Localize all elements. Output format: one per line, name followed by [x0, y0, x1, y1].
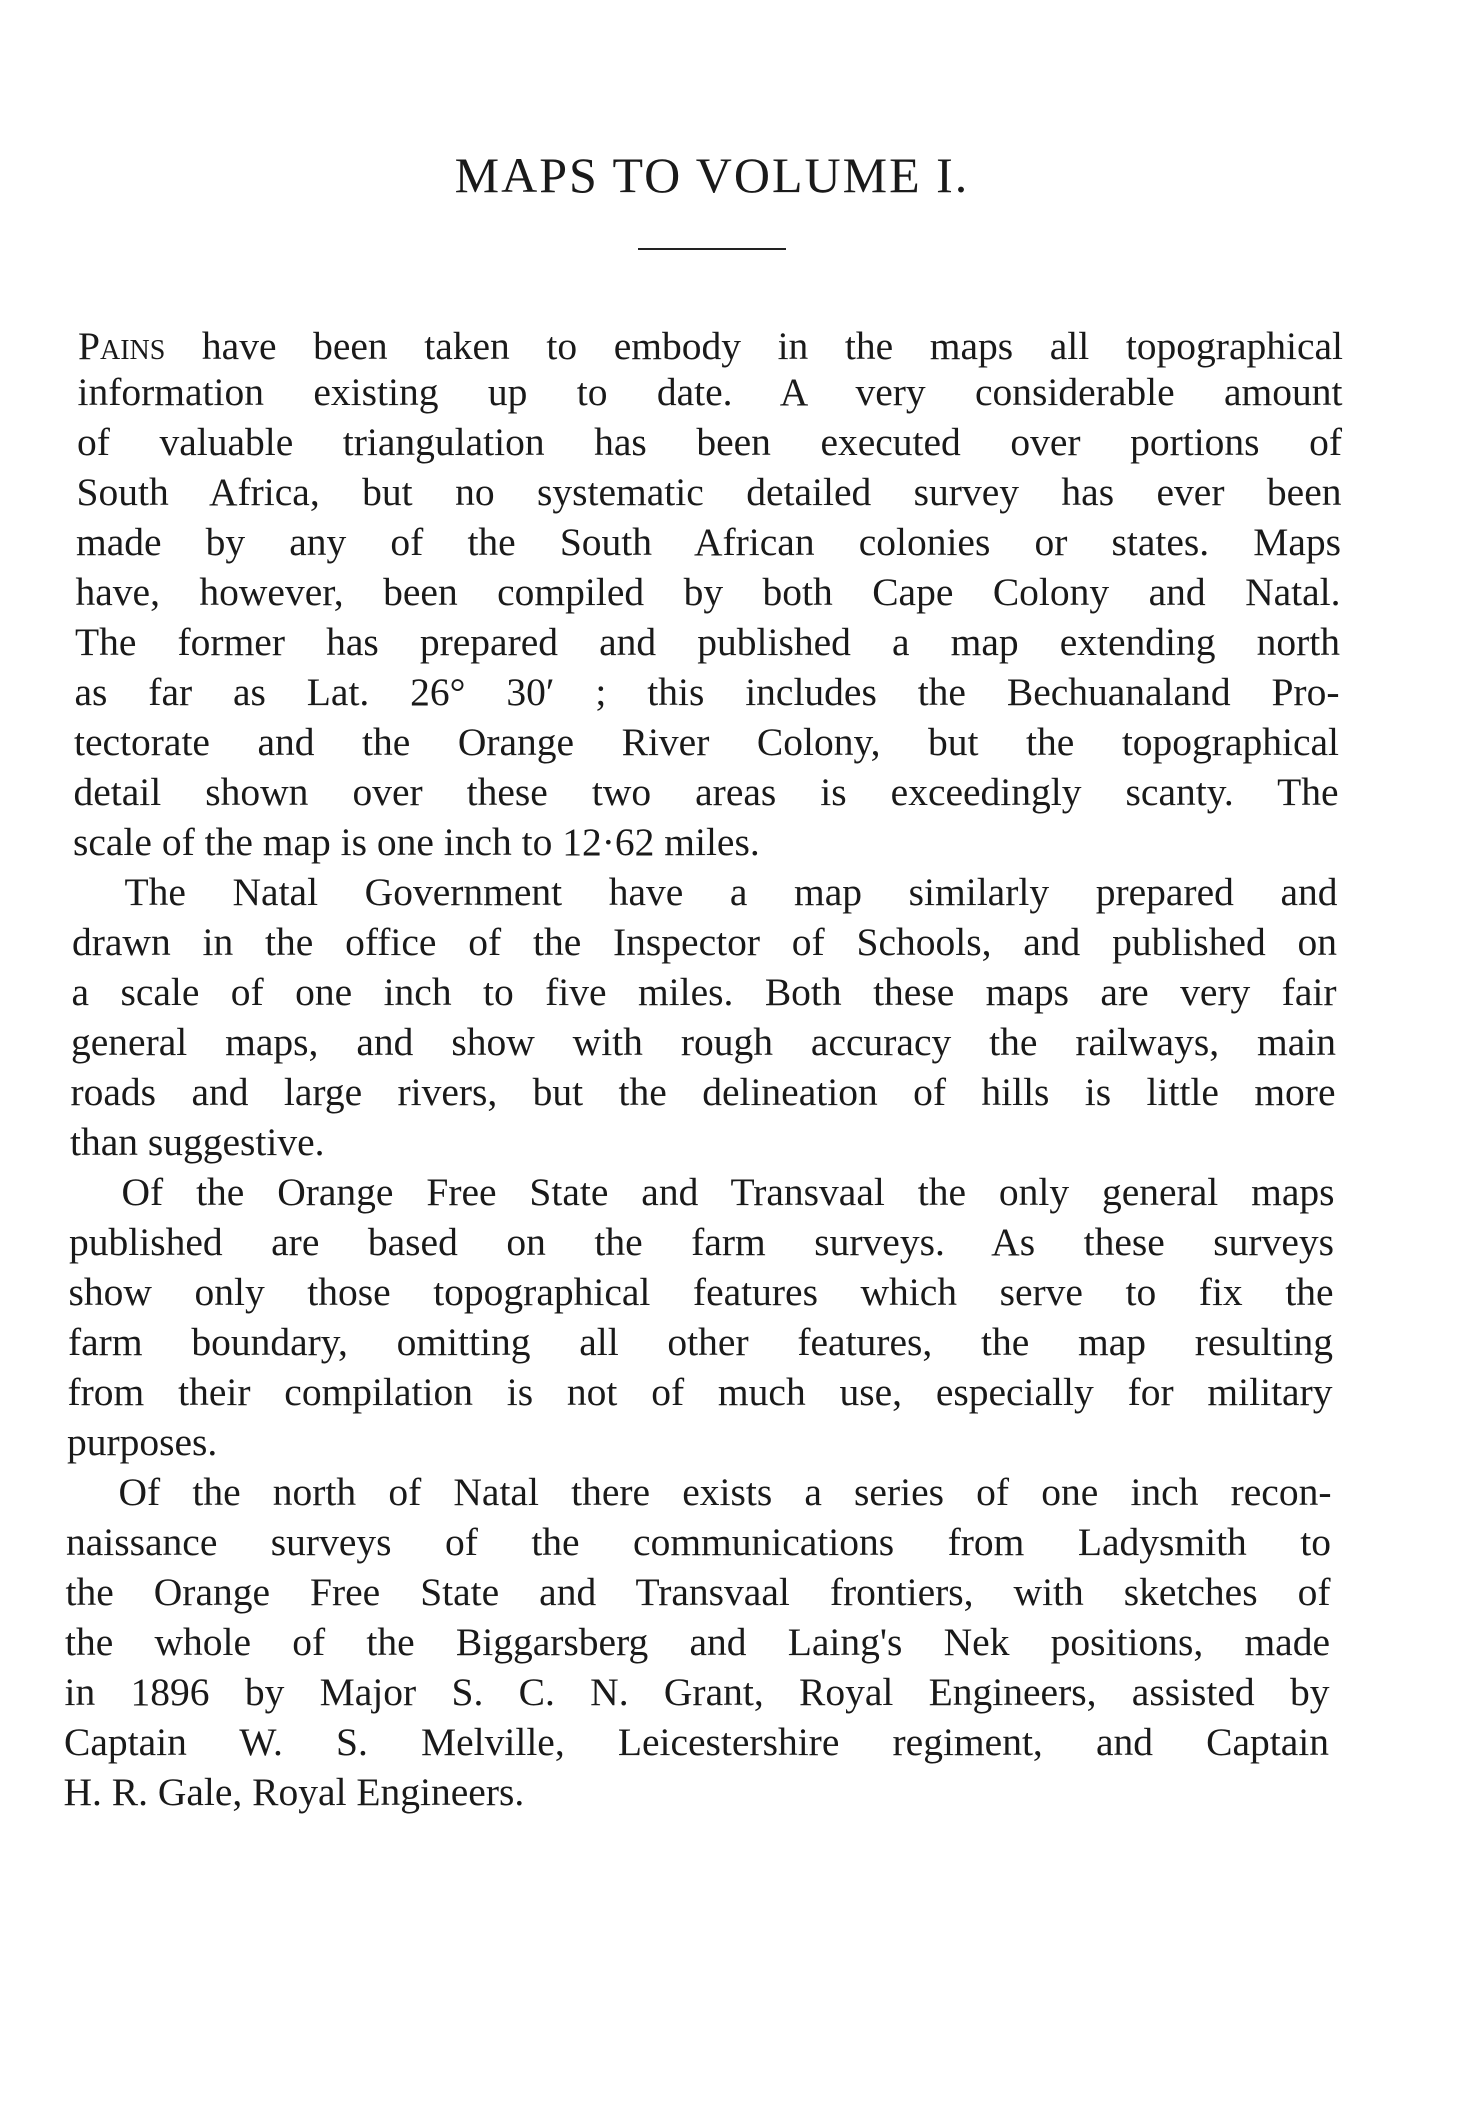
line-text: have been taken to embody in the maps all topographical: [165, 324, 1343, 368]
text-line: H. R. Gale, Royal Engineers.: [63, 1770, 525, 1814]
text-line: drawn in the office of the Inspector of Schools, and published on: [72, 920, 1337, 964]
text-line: than suggestive.: [70, 1120, 325, 1164]
text-line: Captain W. S. Melville, Leicestershire regiment, and Captain: [64, 1720, 1329, 1764]
text-line: information existing up to date. A very considerable amount: [77, 370, 1343, 414]
text-line: of valuable triangulation has been executed over portions of: [77, 420, 1342, 464]
text-line: as far as Lat. 26° 30′ ; this includes the Bechuanaland Pro-: [74, 670, 1340, 714]
text-line: made by any of the South African colonies or states. Maps: [76, 520, 1341, 564]
text-line: detail shown over these two areas is exceedingly scanty. The: [73, 770, 1339, 814]
text-line: the Orange Free State and Transvaal frontiers, with sketches of: [65, 1570, 1331, 1614]
text-line: the whole of the Biggarsberg and Laing's Nek positions, made: [65, 1620, 1330, 1664]
text-line: South Africa, but no systematic detailed survey has ever been: [76, 470, 1342, 514]
text-line: have, however, been compiled by both Cape Colony and Natal.: [75, 570, 1341, 614]
text-line: in 1896 by Major S. C. N. Grant, Royal Engineers, assisted by: [64, 1670, 1330, 1714]
text-line: farm boundary, omitting all other features, the map resulting: [68, 1320, 1333, 1364]
text-line: The former has prepared and published a map extending north: [75, 620, 1340, 664]
text-line: scale of the map is one inch to 12·62 miles.: [73, 820, 760, 864]
text-line: tectorate and the Orange River Colony, but the topographical: [74, 720, 1339, 764]
text-line: [78, 322, 1343, 370]
text-line: Of the Orange Free State and Transvaal the only general maps: [121, 1170, 1335, 1214]
text-line: a scale of one inch to five miles. Both these maps are very fair: [71, 970, 1337, 1014]
text-line: published are based on the farm surveys. As these surveys: [69, 1220, 1334, 1264]
page-title: MAPS TO VOLUME I.: [454, 147, 970, 203]
text-line: from their compilation is not of much use, especially for military: [67, 1370, 1333, 1414]
text-line: naissance surveys of the communications from Ladysmith to: [66, 1520, 1331, 1564]
text-line: roads and large rivers, but the delineation of hills is little more: [70, 1070, 1336, 1114]
text-line: The Natal Government have a map similarly prepared and: [124, 870, 1338, 914]
title-divider: [638, 248, 786, 250]
text-line: general maps, and show with rough accuracy the railways, main: [71, 1020, 1336, 1064]
text-line: purposes.: [67, 1420, 218, 1464]
text-line: show only those topographical features which serve to fix the: [68, 1270, 1334, 1314]
lead-word: Pains: [78, 324, 166, 368]
text-line: Of the north of Natal there exists a series of one inch recon-: [118, 1470, 1332, 1514]
